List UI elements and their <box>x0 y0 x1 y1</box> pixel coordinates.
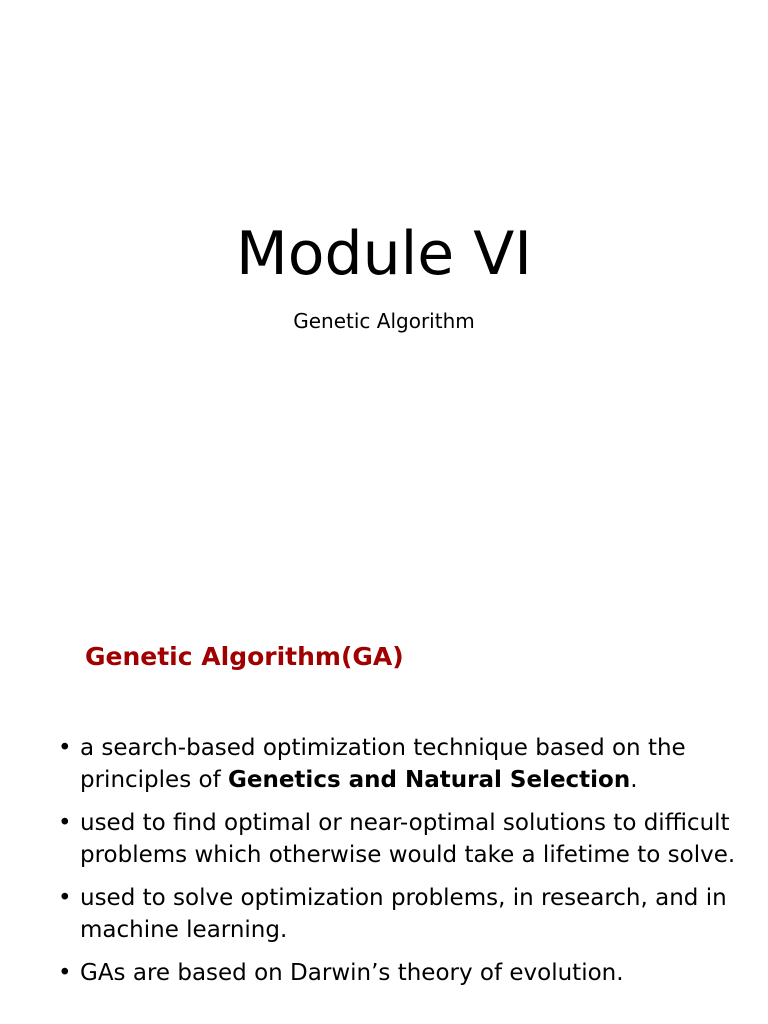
bullet-icon: • <box>58 885 72 911</box>
bullet-text: a search-based optimization technique based on the principles of <box>80 735 686 793</box>
slide-title: Module VI <box>236 219 532 289</box>
bullet-item <box>58 957 738 989</box>
bullet-text: used to solve optimization problems, in research, and in machine learning. <box>80 885 727 943</box>
content-slide <box>0 580 768 1024</box>
section-heading: Genetic Algorithm(GA) <box>85 642 404 671</box>
bullet-list <box>58 732 738 1000</box>
bullet-icon: • <box>58 960 72 986</box>
bullet-text: used to find optimal or near-optimal solutions to difficult problems which otherwise would take a lifetime to solve. <box>80 810 736 868</box>
bullet-text: GAs are based on Darwin’s theory of evolution. <box>80 960 624 986</box>
bullet-icon: • <box>58 810 72 836</box>
slide-subtitle: Genetic Algorithm <box>293 309 475 333</box>
bullet-bold-text: Genetics and Natural Selection <box>227 767 631 793</box>
bullet-item <box>58 732 738 796</box>
bullet-text-end: . <box>630 767 638 793</box>
bullet-item <box>58 807 738 871</box>
bullet-icon: • <box>58 735 72 761</box>
bullet-item <box>58 882 738 946</box>
